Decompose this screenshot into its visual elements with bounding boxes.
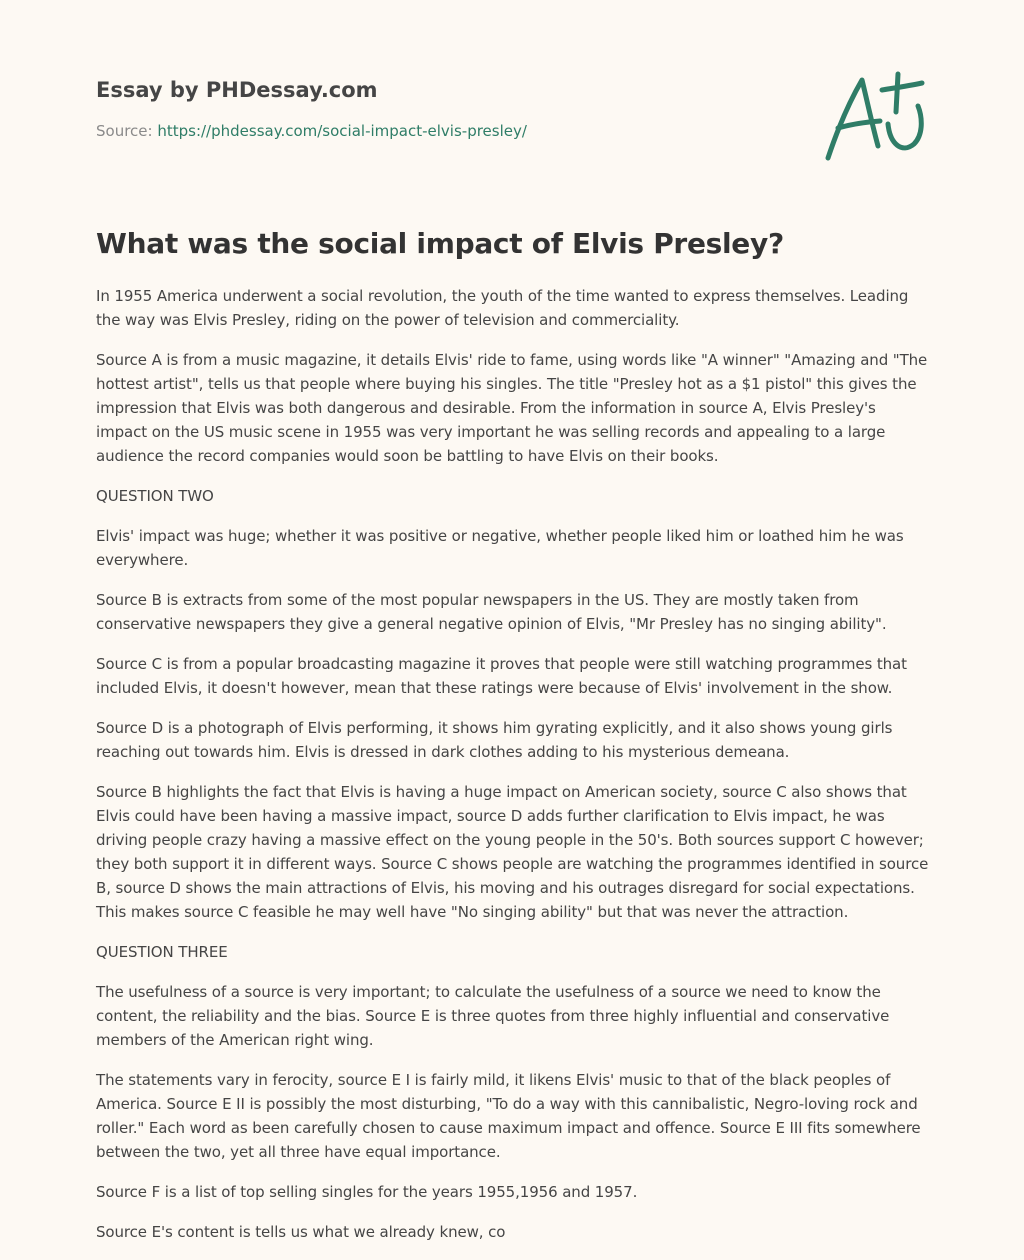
paragraph: The statements vary in ferocity, source E I is fairly mild, it likens Elvis' music to that of the black peoples of America. Source E II is possibly the most disturbing, "To do a way with this cannibalistic, Negro-loving rock and roller." Each word as been carefully chosen to cause maximum impact and offence. Source E III fits somewhere between the two, yet all three have equal importance. bbox=[96, 1071, 921, 1161]
essay-title: What was the social impact of Elvis Presley? bbox=[96, 227, 784, 260]
source-line bbox=[96, 121, 796, 141]
paragraph: Source C is from a popular broadcasting magazine it proves that people were still watching programmes that included Elvis, it doesn't however, mean that these ratings were because of Elvis' involvement in the show. bbox=[96, 655, 907, 697]
section-heading: QUESTION TWO bbox=[96, 487, 214, 505]
paragraph: Source D is a photograph of Elvis performing, it shows him gyrating explicitly, and it also shows young girls reaching out towards him. Elvis is dressed in dark clothes adding to his mysterious demeana. bbox=[96, 719, 893, 761]
source-label: Source: bbox=[96, 122, 158, 140]
page-header bbox=[96, 74, 796, 141]
source-link[interactable]: https://phdessay.com/social-impact-elvis-presley/ bbox=[157, 122, 527, 140]
paragraph: Source B is extracts from some of the most popular newspapers in the US. They are mostly taken from conservative newspapers they give a general negative opinion of Elvis, "Mr Presley has no singing ability". bbox=[96, 591, 887, 633]
paragraph: Elvis' impact was huge; whether it was positive or negative, whether people liked him or loathed him he was everywhere. bbox=[96, 527, 904, 569]
site-title: Essay by PHDessay.com bbox=[96, 78, 378, 102]
paragraph: The usefulness of a source is very important; to calculate the usefulness of a source we need to know the content, the reliability and the bias. Source E is three quotes from three highly influential and conservative members of the American right wing. bbox=[96, 983, 890, 1049]
section-heading: QUESTION THREE bbox=[96, 943, 228, 961]
paragraph: Source B highlights the fact that Elvis is having a huge impact on American society, source C also shows that Elvis could have been having a massive impact, source D adds further clarification to Elvis impact, he was driving people crazy having a massive effect on the young people in the 50's. Both sources support C however; they both support it in different ways. Source C shows people are watching the programmes identified in source B, source D shows the main attractions of Elvis, his moving and his outrages disregard for social expectations. This makes source C feasible he may well have "No singing ability" but that was never the attraction. bbox=[96, 783, 929, 921]
essay-body bbox=[96, 284, 930, 1260]
paragraph: Source A is from a music magazine, it details Elvis' ride to fame, using words like "A winner" "Amazing and "The hottest artist", tells us that people where buying his singles. The title "Presley hot as a $1 pistol" this gives the impression that Elvis was both dangerous and desirable. From the information in source A, Elvis Presley's impact on the US music scene in 1955 was very important he was selling records and appealing to a large audience the record companies would soon be battling to have Elvis on their books. bbox=[96, 351, 928, 465]
paragraph: Source F is a list of top selling singles for the years 1955,1956 and 1957. bbox=[96, 1183, 638, 1201]
paragraph: In 1955 America underwent a social revolution, the youth of the time wanted to express themselves. Leading the way was Elvis Presley, riding on the power of television and commerciality. bbox=[96, 287, 909, 329]
paragraph: Source E's content is tells us what we already knew, co bbox=[96, 1223, 506, 1241]
a-plus-grade-icon bbox=[822, 66, 930, 166]
